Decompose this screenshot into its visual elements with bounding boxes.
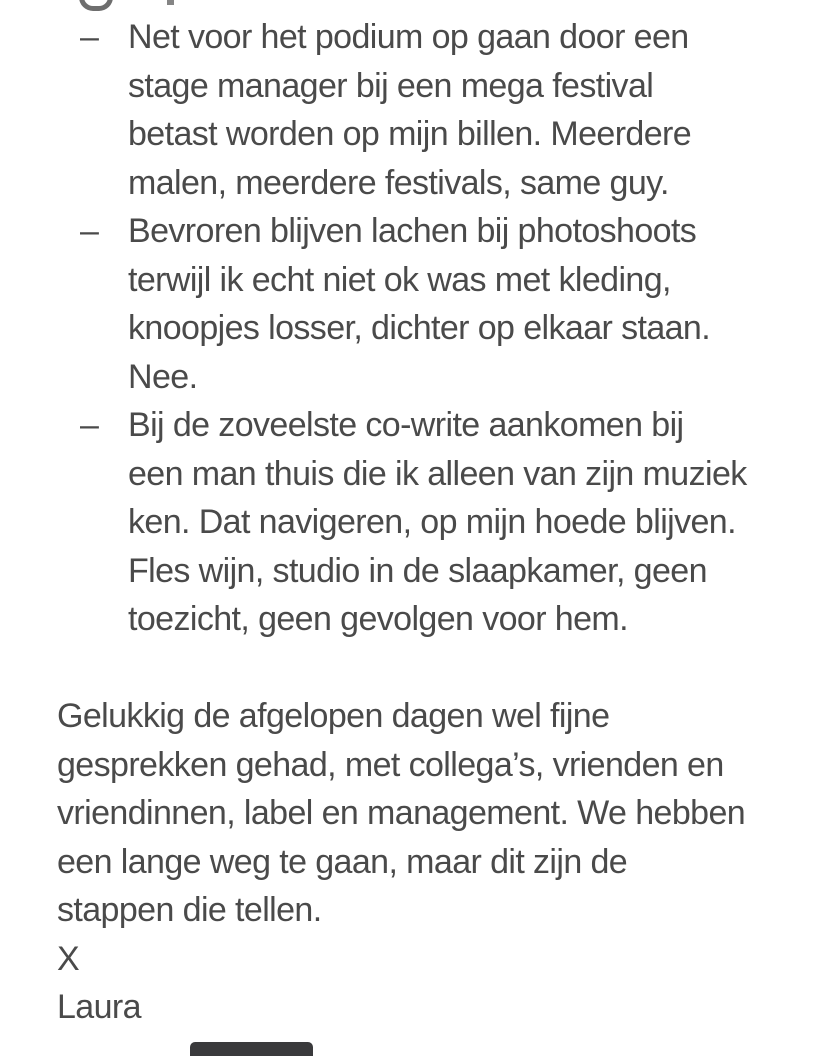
list-item [0, 401, 828, 644]
text-line: terwijl ik echt niet ok was met kleding, [128, 260, 671, 299]
text-line: stappen die tellen. [57, 891, 322, 929]
closing-paragraph [0, 692, 828, 935]
text-line: stage manager bij een mega festival [128, 66, 654, 105]
text-line: X [57, 939, 80, 978]
list-item [0, 13, 828, 207]
text-line: knoopjes losser, dichter op elkaar staan. [128, 309, 711, 347]
text-line: Bij de zoveelste co-write aankomen bij [128, 406, 684, 444]
text-line: Laura [57, 988, 141, 1026]
bullet-list [0, 13, 828, 644]
text-line: Nee. [128, 357, 198, 396]
cropped-period-glyph [167, 0, 174, 5]
text-line: gesprekken gehad, met collega’s, vrienden en [57, 745, 724, 784]
cutoff-dark-bar [190, 1042, 313, 1056]
bullet-dash: – [80, 406, 99, 444]
bullet-dash: – [80, 18, 99, 56]
text-line: Fles wijn, studio in de slaapkamer, geen [128, 551, 707, 590]
text-line: Gelukkig de afgelopen dagen wel fijne [57, 697, 610, 735]
bullet-dash: – [80, 212, 99, 250]
text-line: een lange weg te gaan, maar dit zijn de [57, 842, 628, 881]
text-line: ken. Dat navigeren, op mijn hoede blijven. [128, 503, 736, 541]
text-line: toezicht, geen gevolgen voor hem. [128, 600, 628, 638]
cropped-descender-glyph [79, 0, 113, 11]
note-content [0, 13, 828, 1032]
text-line: malen, meerdere festivals, same guy. [128, 163, 669, 202]
text-line: Net voor het podium op gaan door een [128, 18, 689, 56]
signoff [0, 935, 828, 1032]
text-line: betast worden op mijn billen. Meerdere [128, 115, 692, 153]
text-line: een man thuis die ik alleen van zijn muziek [128, 454, 747, 493]
text-line: Bevroren blijven lachen bij photoshoots [128, 212, 697, 250]
text-line: vriendinnen, label en management. We hebben [57, 794, 746, 832]
list-item [0, 207, 828, 401]
